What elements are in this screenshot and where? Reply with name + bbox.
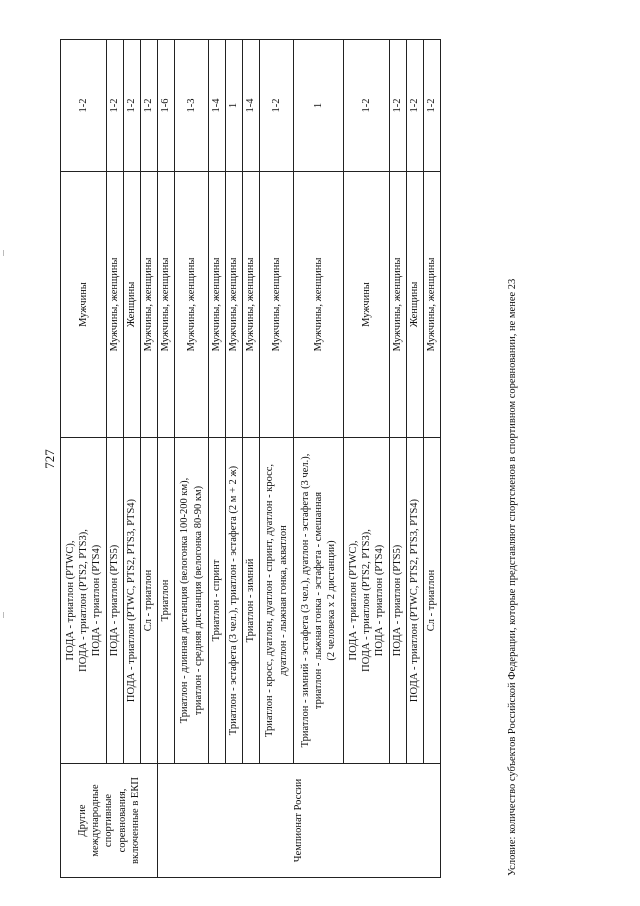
gender-cell: Мужчины, женщины — [175, 172, 209, 438]
places-cell: 1-2 — [344, 40, 390, 172]
discipline-cell: Сл - триатлон — [424, 438, 441, 764]
table-row — [141, 40, 158, 878]
places-cell: 1-2 — [407, 40, 424, 172]
table-row — [209, 40, 226, 878]
gender-cell: Мужчины, женщины — [226, 172, 243, 438]
gender-cell: Женщины — [407, 172, 424, 438]
gender-cell: Мужчины — [344, 172, 390, 438]
table-row — [390, 40, 407, 878]
competition-table — [60, 39, 441, 878]
table-row — [344, 40, 390, 878]
places-cell: 1-6 — [158, 40, 175, 172]
places-cell: 1-3 — [175, 40, 209, 172]
page-number: 727 — [42, 449, 57, 469]
table-row — [407, 40, 424, 878]
places-cell: 1-2 — [390, 40, 407, 172]
discipline-cell: Триатлон - длинная дистанция (велогонка 100-200 км), триатлон - средняя дистанция (велогонка 80-90 км) — [175, 438, 209, 764]
competition-name-cell: Чемпионат России — [158, 764, 441, 878]
places-cell: 1-2 — [141, 40, 158, 172]
table-row — [260, 40, 294, 878]
places-cell: 1-4 — [209, 40, 226, 172]
table-row — [424, 40, 441, 878]
table-row — [107, 40, 124, 878]
gender-cell: Мужчины, женщины — [209, 172, 226, 438]
table-row — [158, 40, 175, 878]
table-row — [243, 40, 260, 878]
table-row — [294, 40, 344, 878]
gender-cell: Мужчины, женщины — [243, 172, 260, 438]
gender-cell: Мужчины, женщины — [390, 172, 407, 438]
places-cell: 1-2 — [260, 40, 294, 172]
places-cell: 1-4 — [243, 40, 260, 172]
discipline-cell: ПОДА - триатлон (PTWC, PTS2, PTS3, PTS4) — [407, 438, 424, 764]
discipline-cell: Триатлон - зимний - эстафета (3 чел.), дуатлон - эстафета (3 чел.), триатлон - лыжная гонка - эстафета - смешанная (2 человека х 2 дистанции) — [294, 438, 344, 764]
gender-cell: Мужчины, женщины — [424, 172, 441, 438]
places-cell: 1 — [226, 40, 243, 172]
gender-cell: Мужчины, женщины — [141, 172, 158, 438]
places-cell: 1-2 — [124, 40, 141, 172]
gender-cell: Мужчины, женщины — [107, 172, 124, 438]
table-row — [175, 40, 209, 878]
gender-cell: Женщины — [124, 172, 141, 438]
discipline-cell: ПОДА - триатлон (PTWC), ПОДА - триатлон (PTS2, PTS3), ПОДА - триатлон (PTS4) — [344, 438, 390, 764]
places-cell: 1-2 — [107, 40, 124, 172]
discipline-cell: Триатлон - зимний — [243, 438, 260, 764]
discipline-cell: ПОДА - триатлон (PTS5) — [107, 438, 124, 764]
gender-cell: Мужчины, женщины — [158, 172, 175, 438]
table-row — [124, 40, 141, 878]
discipline-cell: Триатлон — [158, 438, 175, 764]
discipline-cell: Сл - триатлон — [141, 438, 158, 764]
discipline-cell: Триатлон - кросс, дуатлон, дуатлон - спринт, дуатлон - кросс, дуатлон - лыжная гонка, акватлон — [260, 438, 294, 764]
scan-edge-mark — [3, 612, 4, 618]
table-condition-note: Условие: количество субъектов Российской Федерации, которые представляют спортсменов в спортивном соревновании, не менее 23 — [507, 278, 518, 876]
gender-cell: Мужчины — [61, 172, 107, 438]
discipline-cell: ПОДА - триатлон (PTWC, PTS2, PTS3, PTS4) — [124, 438, 141, 764]
discipline-cell: Триатлон - эстафета (3 чел.), триатлон - эстафета (2 м + 2 ж) — [226, 438, 243, 764]
scan-edge-mark — [3, 250, 4, 256]
places-cell: 1-2 — [61, 40, 107, 172]
discipline-cell: ПОДА - триатлон (PTWC), ПОДА - триатлон (PTS2, PTS3), ПОДА - триатлон (PTS4) — [61, 438, 107, 764]
discipline-cell: ПОДА - триатлон (PTS5) — [390, 438, 407, 764]
rotated-table-area — [42, 40, 526, 878]
table-row — [61, 40, 107, 878]
gender-cell: Мужчины, женщины — [294, 172, 344, 438]
places-cell: 1 — [294, 40, 344, 172]
places-cell: 1-2 — [424, 40, 441, 172]
discipline-cell: Триатлон - спринт — [209, 438, 226, 764]
competition-name-cell: Другие международные спортивные соревнования, включенные в ЕКП — [61, 764, 158, 878]
table-row — [226, 40, 243, 878]
gender-cell: Мужчины, женщины — [260, 172, 294, 438]
